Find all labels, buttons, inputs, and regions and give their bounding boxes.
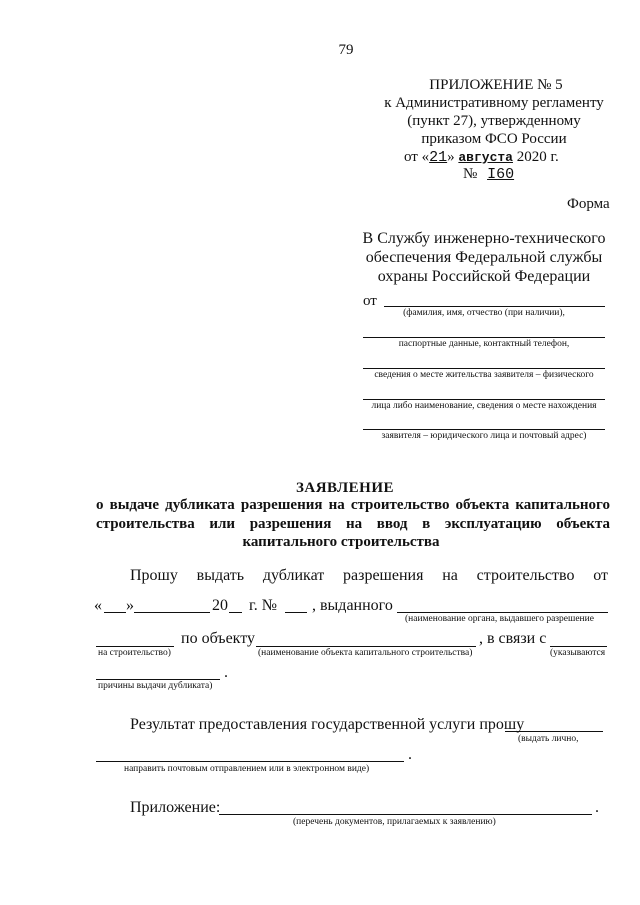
applicant-address-field[interactable] [363, 429, 605, 430]
date-year: 2020 г. [516, 149, 559, 165]
attachment-label: Приложение: [130, 799, 221, 816]
by-object-label: по объекту [181, 630, 256, 647]
applicant-entity-field[interactable] [363, 399, 605, 400]
permit-month-field[interactable] [134, 612, 210, 613]
hint-result-1: (выдать лично, [518, 734, 579, 744]
date-close: » [447, 149, 455, 165]
date-close-quote: » [126, 597, 134, 614]
issuer-field[interactable] [397, 612, 608, 613]
number-value: I60 [487, 166, 515, 183]
hint-name: (фамилия, имя, отчество (при наличии), [403, 308, 565, 318]
form-label: Форма [567, 196, 610, 212]
issued-label: , выданного [312, 597, 393, 614]
applicant-passport-field[interactable] [363, 337, 605, 338]
reason-continuation-field[interactable] [96, 679, 220, 680]
attachment-period: . [595, 799, 599, 816]
hint-result-2: направить почтовым отправлением или в электронном виде) [124, 764, 370, 774]
hint-reasons: причины выдачи дубликата) [98, 681, 213, 691]
hint-issuer: (наименование органа, выдавшего разрешение [405, 614, 594, 624]
statement-subtitle-2: строительства или разрешения на ввод в эксплуатацию объекта [96, 516, 610, 532]
applicant-residence-field[interactable] [363, 368, 605, 369]
permit-number-field[interactable] [285, 612, 307, 613]
hint-permit: на строительство) [98, 648, 171, 658]
from-label: от [363, 293, 377, 309]
statement-subtitle-1: о выдаче дубликата разрешения на строительство объекта капитального [96, 497, 610, 513]
addressee-line-2: обеспечения Федеральной службы [365, 249, 603, 266]
appendix-number [463, 166, 520, 183]
page-number: 79 [338, 42, 354, 58]
addressee-line-1: В Службу инженерно-технического [362, 230, 606, 247]
date-day: 21 [429, 149, 448, 166]
attachment-field[interactable] [219, 814, 592, 815]
permit-year-field[interactable] [229, 612, 242, 613]
appendix-line-2: (пункт 27), утвержденному [407, 113, 581, 129]
date-open-quote: « [94, 597, 102, 614]
applicant-name-field[interactable] [384, 306, 605, 307]
number-prefix: № [463, 166, 478, 182]
result-label: Результат предоставления государственной услуги прошу [130, 716, 525, 733]
year-suffix: г. № [249, 597, 278, 614]
permit-continuation-field[interactable] [96, 646, 174, 647]
appendix-line-3: приказом ФСО России [421, 131, 567, 147]
reason-period: . [224, 664, 228, 681]
reason-field[interactable] [550, 646, 607, 647]
hint-passport: паспортные данные, контактный телефон, [398, 339, 570, 349]
result-method-field[interactable] [505, 731, 603, 732]
result-continuation-field[interactable] [96, 761, 404, 762]
hint-residence: сведения о месте жительства заявителя – физического [374, 370, 594, 380]
due-to-label: , в связи с [479, 630, 547, 647]
hint-entity: лица либо наименование, сведения о месте нахождения [371, 401, 597, 411]
appendix-title: ПРИЛОЖЕНИЕ № 5 [429, 77, 563, 93]
year-prefix: 20 [212, 597, 228, 614]
permit-day-field[interactable] [104, 612, 126, 613]
object-name-field[interactable] [256, 646, 476, 647]
result-period: . [408, 746, 412, 763]
hint-specify: (указываются [550, 648, 606, 658]
date-month: августа [458, 150, 513, 165]
date-prefix: от « [404, 149, 430, 165]
appendix-date [404, 149, 559, 166]
hint-attachment: (перечень документов, прилагаемых к заявлению) [293, 817, 496, 827]
appendix-line-1: к Административному регламенту [384, 95, 604, 111]
statement-subtitle-3: капитального строительства [242, 534, 440, 550]
addressee-line-3: охраны Российской Федерации [377, 268, 591, 285]
hint-object: (наименование объекта капитального строительства) [258, 648, 473, 658]
request-line: Прошу выдать дубликат разрешения на строительство от [130, 567, 608, 584]
statement-title: ЗАЯВЛЕНИЕ [295, 480, 395, 496]
hint-address: заявителя – юридического лица и почтовый адрес) [381, 431, 587, 441]
